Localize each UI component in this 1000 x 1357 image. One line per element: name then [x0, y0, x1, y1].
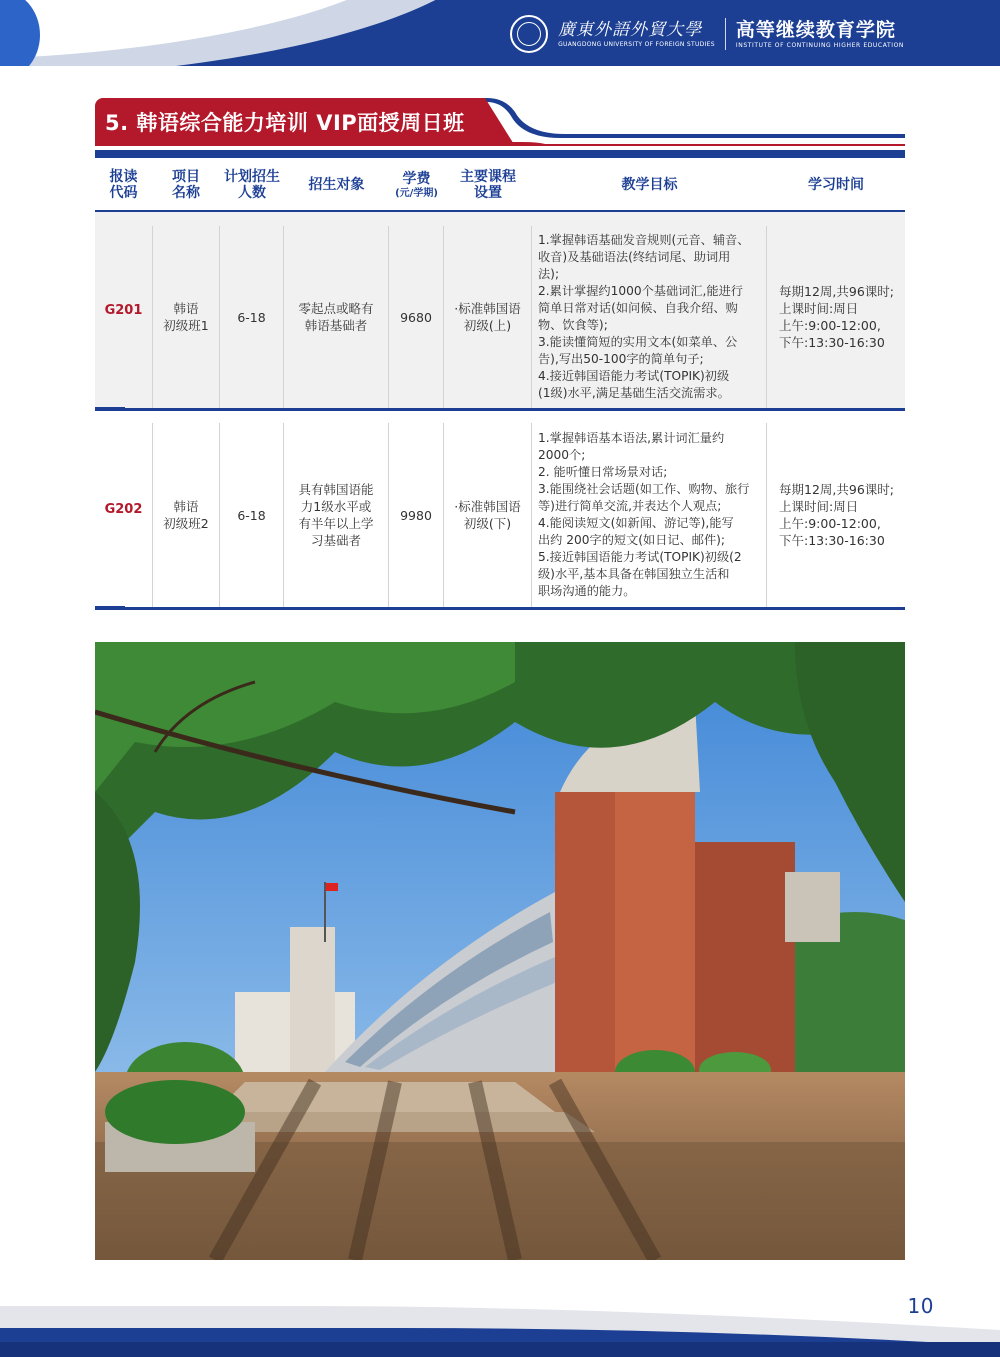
institute-name-cn: 高等继续教育学院	[735, 18, 896, 41]
goal-line: 2.累计掌握约1000个基础词汇,能进行	[538, 284, 743, 298]
section-title-bar	[95, 98, 905, 162]
campus-building-photo	[95, 642, 905, 1260]
section-title: 5. 韩语综合能力培训 VIP面授周日班	[105, 111, 465, 135]
header-fee	[389, 155, 444, 216]
footer-band	[0, 1306, 1000, 1357]
institute-name	[736, 19, 904, 50]
table-row	[95, 212, 905, 408]
header-fee-unit: (元/学期)	[395, 187, 438, 199]
table-header	[95, 160, 905, 212]
cell-enroll: 6-18	[220, 423, 284, 607]
cell-enroll: 6-18	[220, 226, 284, 408]
cell-code: G202	[104, 501, 143, 517]
cell-course: ·标准韩国语 初级(下)	[444, 423, 532, 607]
time-line: 上课时间:周日	[779, 499, 859, 514]
goal-line: 收音)及基础语法(终结词尾、助词用	[538, 250, 731, 264]
time-line: 下午:13:30-16:30	[779, 533, 885, 548]
goal-line: 法);	[538, 267, 560, 281]
cell-fee: 9680	[389, 226, 444, 408]
goal-list	[538, 430, 749, 600]
cell-goal	[532, 226, 767, 408]
goal-line: 简单日常对话(如问候、自我介绍、购	[538, 301, 738, 315]
cell-fee: 9980	[389, 423, 444, 607]
goal-line: 3.能读懂简短的实用文本(如菜单、公	[538, 335, 738, 349]
goal-line: 告),写出50-100字的简单句子;	[538, 352, 704, 366]
goal-line: (1级)水平,满足基础生活交流需求。	[538, 386, 730, 400]
header-enroll: 计划招生 人数	[224, 169, 280, 201]
goal-line: 2000个;	[538, 448, 586, 462]
course-table	[95, 160, 905, 610]
cell-time	[767, 423, 905, 607]
time-list	[779, 481, 894, 549]
cell-target: 零起点或略有 韩语基础者	[284, 226, 389, 408]
cell-time	[767, 226, 905, 408]
header-name: 项目 名称	[172, 169, 200, 201]
header-course: 主要课程 设置	[460, 169, 516, 201]
cell-course: ·标准韩国语 初级(上)	[444, 226, 532, 408]
goal-line: 2. 能听懂日常场景对话;	[538, 465, 668, 479]
page-number: 10	[907, 1294, 934, 1318]
cell-code: G201	[104, 302, 143, 318]
cell-target: 具有韩国语能 力1级水平或 有半年以上学 习基础者	[284, 423, 389, 607]
cell-goal	[532, 423, 767, 607]
brand-logo	[510, 12, 904, 56]
time-line: 下午:13:30-16:30	[779, 335, 885, 350]
time-line: 上课时间:周日	[779, 301, 859, 316]
time-line: 上午:9:00-12:00,	[779, 516, 881, 531]
goal-line: 5.接近韩国语能力考试(TOPIK)初级(2	[538, 550, 742, 564]
university-seal-icon	[510, 15, 548, 53]
cell-name: 韩语 初级班2	[152, 423, 220, 607]
time-line: 每期12周,共96课时;	[779, 284, 894, 299]
goal-line: 3.能围绕社会话题(如工作、购物、旅行	[538, 482, 750, 496]
campus-photo-illustration	[95, 642, 905, 1260]
brand-divider	[725, 18, 726, 50]
time-line: 上午:9:00-12:00,	[779, 318, 881, 333]
cell-name: 韩语 初级班1	[152, 226, 220, 408]
goal-line: 等)进行简单交流,并表达个人观点;	[538, 499, 722, 513]
goal-list	[538, 232, 749, 402]
institute-name-en: INSTITUTE OF CONTINUING HIGHER EDUCATION	[735, 41, 904, 49]
goal-line: 1.掌握韩语基础发音规则(元音、辅音、	[538, 233, 750, 247]
row-divider	[95, 607, 905, 610]
header-code: 报读 代码	[109, 169, 138, 201]
header-band	[0, 0, 1000, 66]
goal-line: 4.能阅读短文(如新闻、游记等),能写	[538, 516, 734, 530]
goal-line: 出约 200字的短文(如日记、邮件);	[538, 533, 726, 547]
goal-line: 级)水平,基本具备在韩国独立生活和	[538, 567, 730, 581]
time-line: 每期12周,共96课时;	[779, 482, 894, 497]
time-list	[779, 283, 894, 351]
goal-line: 1.掌握韩语基本语法,累计词汇量约	[538, 431, 725, 445]
university-name	[558, 20, 715, 49]
header-target: 招生对象	[308, 177, 365, 193]
university-name-en: GUANGDONG UNIVERSITY OF FOREIGN STUDIES	[558, 40, 715, 48]
footer-decoration	[0, 1306, 1000, 1357]
header-fee-label: 学费	[402, 170, 431, 187]
header-time: 学习时间	[808, 177, 864, 193]
goal-line: 职场沟通的能力。	[538, 584, 636, 598]
header-goal: 教学目标	[621, 177, 678, 193]
goal-line: 物、饮食等);	[538, 318, 608, 332]
table-row	[95, 411, 905, 607]
goal-line: 4.接近韩国语能力考试(TOPIK)初级	[538, 369, 730, 383]
university-name-cn: 廣東外語外貿大學	[558, 19, 703, 40]
